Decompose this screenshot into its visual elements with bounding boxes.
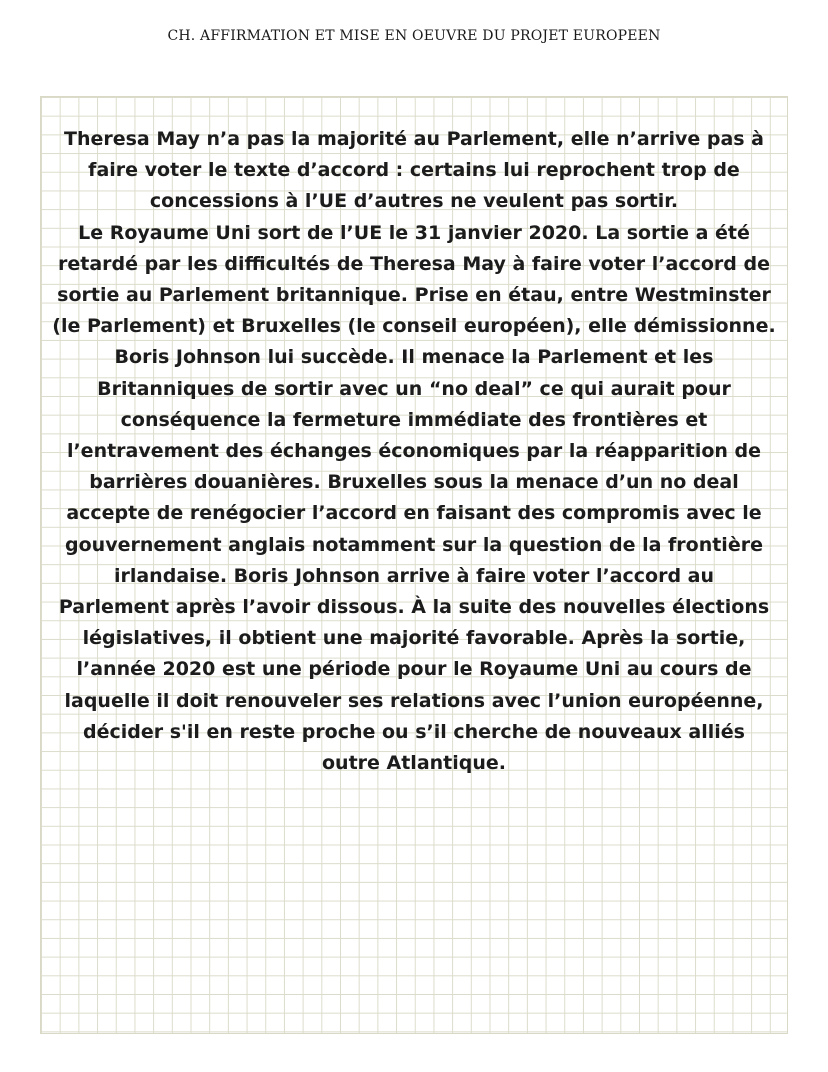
text-line: législatives, il obtient une majorité favorable. Après la sortie, <box>82 627 746 650</box>
text-line: laquelle il doit renouveler ses relations avec l’union européenne, <box>64 689 764 712</box>
text-line: sortie au Parlement britannique. Prise en étau, entre Westminster <box>57 284 771 307</box>
text-line: faire voter le texte d’accord : certains lui reprochent trop de <box>88 159 740 182</box>
text-line: irlandaise. Boris Johnson arrive à faire voter l’accord au <box>113 564 715 587</box>
chapter-title: CH. AFFIRMATION ET MISE EN OEUVRE DU PROJET EUROPEEN <box>167 28 661 44</box>
text-line: l’entravement des échanges économiques par la réapparition de <box>66 440 762 463</box>
text-line: concessions à l’UE d’autres ne veulent pas sortir. <box>149 190 679 213</box>
text-line: Parlement après l’avoir dissous. À la suite des nouvelles élections <box>58 596 770 619</box>
text-line: décider s'il en reste proche ou s’il cherche de nouveaux alliés <box>83 720 745 743</box>
text-line: barrières douanières. Bruxelles sous la menace d’un no deal <box>89 471 739 494</box>
text-line: conséquence la fermeture immédiate des frontières et <box>120 408 708 431</box>
text-line: retardé par les difficultés de Theresa May à faire voter l’accord de <box>58 252 770 275</box>
text-line: Theresa May n’a pas la majorité au Parlement, elle n’arrive pas à <box>63 128 765 150</box>
text-line: accepte de renégocier l’accord en faisant des compromis avec le <box>66 502 762 525</box>
text-line: Le Royaume Uni sort de l’UE le 31 janvier 2020. La sortie a été <box>78 221 750 244</box>
text-line: Boris Johnson lui succède. Il menace la Parlement et les <box>114 346 714 369</box>
text-line: Britanniques de sortir avec un “no deal” ce qui aurait pour <box>97 377 731 400</box>
text-line: gouvernement anglais notamment sur la question de la frontière <box>65 533 763 556</box>
text-line: l’année 2020 est une période pour le Royaume Uni au cours de <box>76 658 752 681</box>
text-line: (le Parlement) et Bruxelles (le conseil européen), elle démissionne. <box>52 315 776 338</box>
text-line: outre Atlantique. <box>321 752 506 775</box>
body-paragraph <box>44 124 784 779</box>
